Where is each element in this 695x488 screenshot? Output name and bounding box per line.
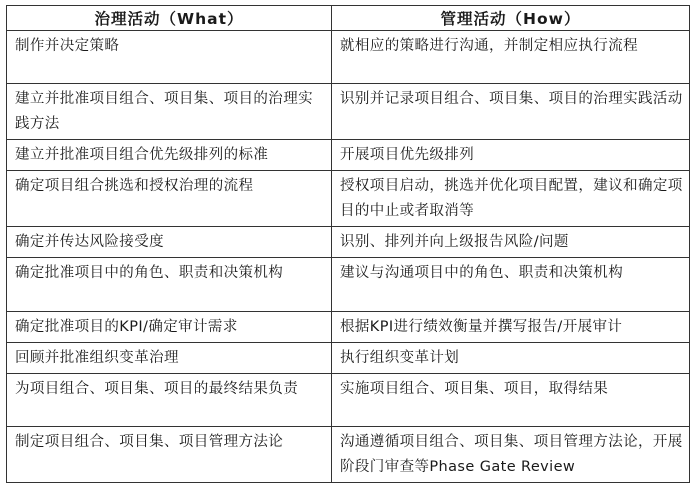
governance-table-container	[6, 5, 689, 483]
governance-cell: 建立并批准项目组合、项目集、项目的治理实践方法	[7, 84, 332, 140]
management-cell: 开展项目优先级排列	[332, 140, 690, 171]
governance-cell: 制作并决定策略	[7, 31, 332, 84]
governance-cell: 确定项目组合挑选和授权治理的流程	[7, 171, 332, 227]
table-header-row	[7, 6, 690, 31]
table-row	[7, 427, 690, 483]
management-cell: 沟通遵循项目组合、项目集、项目管理方法论，开展阶段门审查等Phase Gate Review	[332, 427, 690, 483]
management-cell: 就相应的策略进行沟通，并制定相应执行流程	[332, 31, 690, 84]
management-cell: 建议与沟通项目中的角色、职责和决策机构	[332, 258, 690, 312]
table-row	[7, 31, 690, 84]
management-cell: 实施项目组合、项目集、项目，取得结果	[332, 374, 690, 427]
governance-cell: 建立并批准项目组合优先级排列的标准	[7, 140, 332, 171]
table-row	[7, 374, 690, 427]
governance-cell: 确定批准项目中的角色、职责和决策机构	[7, 258, 332, 312]
header-governance-activities: 治理活动（What）	[7, 6, 332, 31]
management-cell: 授权项目启动，挑选并优化项目配置，建议和确定项目的中止或者取消等	[332, 171, 690, 227]
governance-cell: 回顾并批准组织变革治理	[7, 343, 332, 374]
management-cell: 识别、排列并向上级报告风险/问题	[332, 227, 690, 258]
table-row	[7, 227, 690, 258]
governance-cell: 为项目组合、项目集、项目的最终结果负责	[7, 374, 332, 427]
governance-vs-management-table	[6, 5, 690, 483]
header-management-activities: 管理活动（How）	[332, 6, 690, 31]
management-cell: 执行组织变革计划	[332, 343, 690, 374]
table-row	[7, 84, 690, 140]
table-row	[7, 171, 690, 227]
governance-cell: 确定批准项目的KPI/确定审计需求	[7, 312, 332, 343]
management-cell: 根据KPI进行绩效衡量并撰写报告/开展审计	[332, 312, 690, 343]
table-row	[7, 258, 690, 312]
table-row	[7, 140, 690, 171]
table-row	[7, 312, 690, 343]
management-cell: 识别并记录项目组合、项目集、项目的治理实践活动	[332, 84, 690, 140]
governance-cell: 确定并传达风险接受度	[7, 227, 332, 258]
table-row	[7, 343, 690, 374]
governance-cell: 制定项目组合、项目集、项目管理方法论	[7, 427, 332, 483]
